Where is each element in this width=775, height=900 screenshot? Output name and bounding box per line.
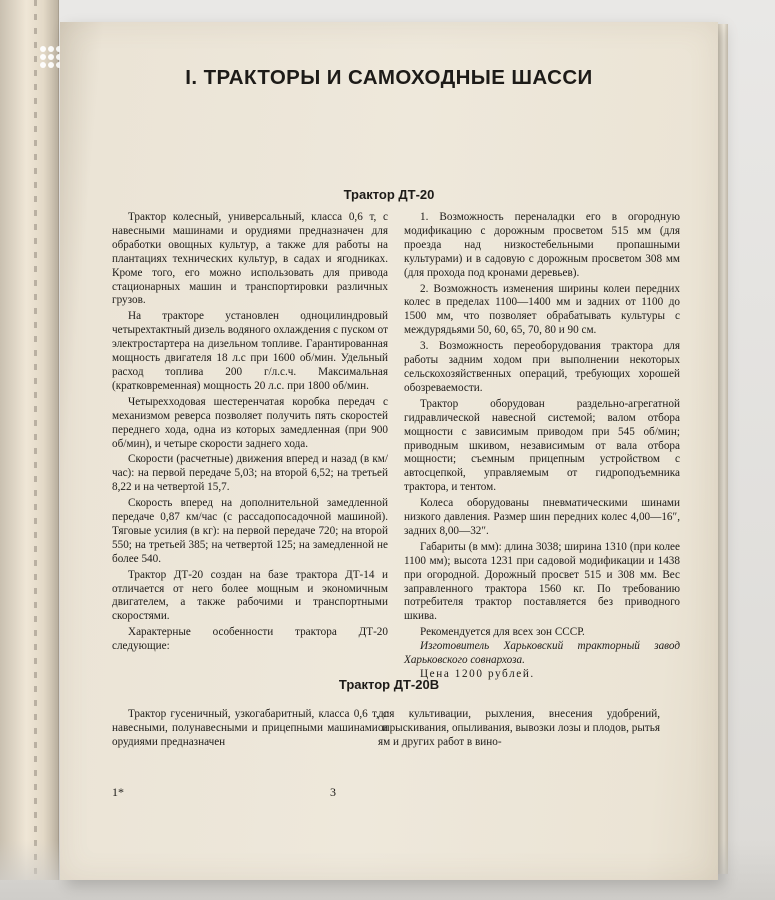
- section2-left-column: [112, 708, 388, 750]
- manufacturer: Изготовитель Харьковский тракторный завод Харьковского совнархоза.: [404, 640, 680, 667]
- paragraph: Трактор ДТ-20 создан на базе трактора ДТ-14 и отличается от него более мощным и экономичным двигателем, а также рабочими и транспортными скоростями.: [112, 568, 388, 623]
- chapter-title: I. ТРАКТОРЫ И САМОХОДНЫЕ ШАССИ: [185, 66, 593, 89]
- paragraph: Рекомендуется для всех зон СССР.: [420, 626, 585, 639]
- paragraph: На тракторе установлен одноцилиндровый четырехтактный дизель водяного охлаждения с пуском от электростартера на дизельном топливе. Гарантированная мощность двигателя 18 л.с при 1600 об/мин. Удельный расход топлива 200 г/л.с.ч. Максимальная (кратковременная) мощность 20 л.с. при 1800 об/мин.: [112, 310, 388, 392]
- paragraph: Трактор гусеничный, узкогабаритный, класса 0,6 т, с навесными, полунавесными и прицепными машинами и орудиями предназначен: [112, 708, 388, 748]
- section2-right-column: [378, 708, 660, 750]
- page-stack-edge: [718, 24, 728, 874]
- paragraph: Трактор оборудован раздельно-агрегатной гидравлической навесной системой; валом отбора мощности с зависимым приводом при 545 об/мин; приводным шкивом, независимым от вала отбора мощности; съемным прицепным устройством с автосцепкой, управляемым от гидроподъемника трактора, и тентом.: [404, 397, 680, 494]
- paragraph: Скорости (расчетные) движения вперед и назад (в км/час): на первой передаче 5,03; на второй 6,52; на третьей 8,22 и на четвертой 15,7.: [112, 453, 388, 494]
- signature-mark: 1*: [112, 785, 124, 799]
- paragraph: Трактор колесный, универсальный, класса 0,6 т, с навесными машинами и орудиями предназначен для обработки овощных культур, а также для работы на плантациях технических культур, в садах и ягодниках. Кроме того, его можно использовать для привода стационарных машин и транспортировки различных грузов.: [112, 211, 388, 307]
- paragraph: Скорость вперед на дополнительной замедленной передаче 0,87 км/час (с рассадопосадочной машиной). Тяговые усилия (в кг): на первой передаче 720; на второй 550; на третьей 385; на четвертой 125; на замедленной не более 540.: [112, 497, 388, 565]
- paragraph: 1. Возможность переналадки его в огородную модификацию с дорожным просветом 515 мм (для проезда над низкостебельными пропашными культурами) и в садовую с дорожным просветом 308 мм (для прохода под кронами деревьев).: [404, 211, 680, 279]
- binding-thread: [34, 0, 37, 880]
- paragraph: Характерные особенности трактора ДТ-20 следующие:: [112, 626, 388, 653]
- paragraph: Четырехходовая шестеренчатая коробка передач с механизмом реверса позволяет получить пять скоростей переднего хода, одна из которых замедленная (при 900 об/мин), и четыре скорости заднего хода.: [112, 395, 388, 450]
- book-spine-edge: [0, 0, 59, 880]
- paragraph: Колеса оборудованы пневматическими шинами низкого давления. Размер шин передних колес 4,00—16″, задних 8,00—32″.: [404, 497, 680, 537]
- section-title-dt20: Трактор ДТ-20: [343, 187, 435, 202]
- paragraph: 2. Возможность изменения ширины колеи передних колес в пределах 1100—1400 мм и задних от 1100 до 1500 мм, что позволяет обрабатывать культуры с междурядьями 50, 60, 65, 70, 80 и 90 см.: [404, 282, 680, 337]
- page-number: 3: [330, 785, 336, 799]
- section-title-dt20v: Трактор ДТ-20В: [338, 677, 440, 692]
- price: Цена 1200 рублей.: [420, 668, 535, 680]
- paragraph: Габариты (в мм): длина 3038; ширина 1310 (при колее 1100 мм); высота 1231 при садовой модификации и 1438 при огородной. Дорожный просвет 515 и 308 мм. Вес заправленного трактора 1560 кг. По требованию потребителя трактор поставляется без приводного шкива.: [404, 540, 680, 623]
- paragraph: 3. Возможность переоборудования трактора для работы задним ходом при выполнении некоторых сельскохозяйственных операций, требующих хорошей обозреваемости.: [404, 340, 680, 394]
- book-page: [60, 22, 718, 880]
- section1-right-column: [404, 211, 680, 682]
- watermark-logo-icon: [40, 46, 62, 68]
- section1-left-column: [112, 211, 388, 654]
- paragraph: для культивации, рыхления, внесения удобрений, опрыскивания, опыливания, вывозки лозы и плодов, рытья ям и других работ в вино-: [378, 708, 660, 748]
